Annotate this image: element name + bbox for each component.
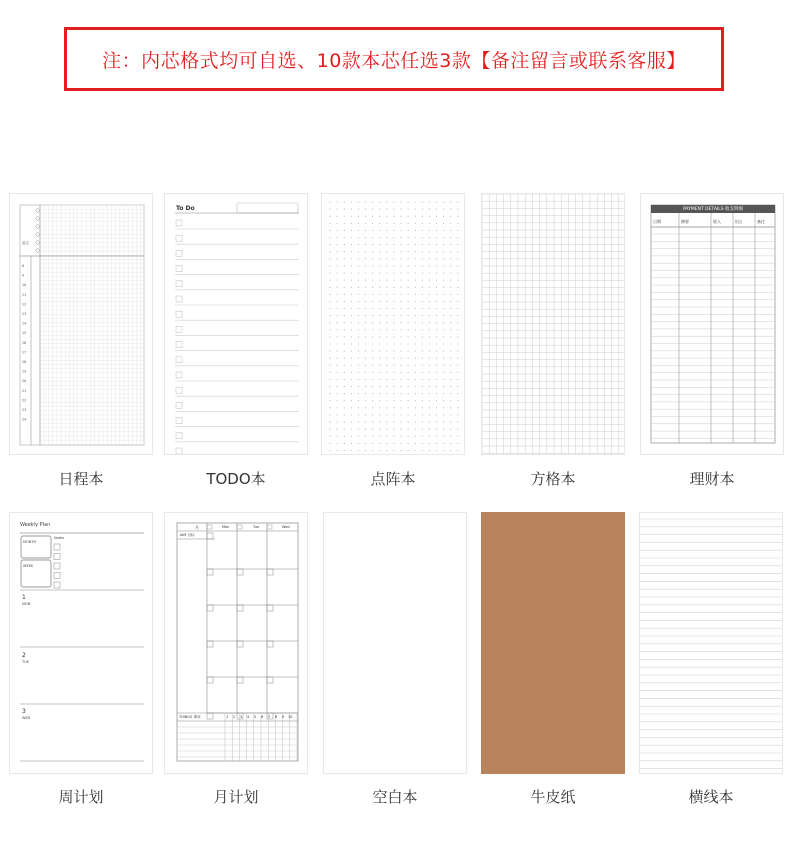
svg-text:10: 10 (22, 283, 27, 288)
svg-text:8: 8 (22, 264, 25, 268)
monthly-num: 6 (261, 715, 264, 719)
svg-text:17: 17 (22, 350, 27, 355)
kraft-paper (481, 512, 625, 774)
product-card-finance[interactable] (640, 193, 784, 455)
weekly-notes: Notes (54, 536, 65, 540)
finance-col-note: 备注 (757, 219, 765, 224)
todo-title: To Do (176, 205, 195, 212)
product-card-blank[interactable] (323, 512, 467, 774)
svg-text:备忘: 备忘 (22, 241, 29, 245)
svg-text:22: 22 (22, 398, 27, 403)
monthly-num: 1 (226, 715, 229, 719)
monthly-num: 3 (240, 715, 243, 719)
schedule-sheet (10, 194, 153, 455)
svg-text:20: 20 (22, 379, 27, 384)
monthly-num: 7 (268, 715, 271, 719)
svg-text:21: 21 (22, 388, 27, 393)
svg-text:16: 16 (22, 340, 27, 345)
svg-text:11: 11 (22, 292, 27, 297)
finance-header: PAYMENT DETAILS 收支明细 (682, 207, 744, 212)
weekly-day3-name: WED (22, 716, 31, 720)
monthly-aim: AIM 目标 (180, 533, 195, 537)
finance-col-summary: 摘要 (681, 219, 689, 224)
todo-sheet (165, 194, 308, 455)
finance-col-expense: 支出 (734, 219, 742, 224)
product-card-monthly-plan[interactable] (164, 512, 308, 774)
finance-col-income: 收入 (713, 219, 721, 224)
product-label-square-grid: 方格本 (530, 470, 576, 488)
product-card-kraft[interactable] (481, 512, 625, 774)
finance-col-date: 日期 (653, 219, 661, 224)
weekly-plan-sheet (10, 513, 153, 774)
monthly-num: 8 (275, 715, 278, 719)
svg-text:12: 12 (22, 302, 27, 307)
product-card-weekly-plan[interactable] (9, 512, 153, 774)
svg-text:19: 19 (22, 369, 27, 374)
finance-sheet (641, 194, 784, 455)
product-card-schedule[interactable] (9, 193, 153, 455)
monthly-day-wed: Wed (282, 525, 290, 529)
product-card-square-grid[interactable] (481, 193, 625, 455)
monthly-num: 9 (282, 715, 285, 719)
svg-text:24: 24 (22, 417, 27, 422)
svg-text:9: 9 (22, 273, 25, 278)
weekly-day2-num: 2 (22, 652, 26, 659)
product-card-lined[interactable] (639, 512, 783, 774)
monthly-num: 10 (288, 715, 293, 719)
product-label-lined: 横线本 (688, 788, 734, 806)
weekly-day1-num: 1 (22, 594, 26, 601)
monthly-numbers (225, 715, 297, 721)
monthly-things: THINGS 事项 (179, 715, 201, 719)
monthly-num: 4 (247, 715, 250, 719)
square-grid-sheet (482, 194, 625, 455)
product-label-monthly-plan: 月计划 (213, 788, 259, 806)
lined-sheet (640, 513, 783, 774)
product-label-weekly-plan: 周计划 (58, 788, 104, 806)
svg-text:13: 13 (22, 312, 27, 316)
monthly-num: 5 (254, 715, 257, 719)
product-label-todo: TODO本 (206, 470, 266, 488)
product-label-finance: 理财本 (689, 470, 735, 488)
monthly-day-mon: Mon (222, 525, 230, 529)
weekly-month: MONTH (23, 540, 37, 544)
svg-text:14: 14 (22, 321, 27, 326)
monthly-num: 2 (233, 715, 236, 719)
weekly-day3-num: 3 (22, 708, 26, 715)
dot-grid-sheet (322, 194, 465, 455)
product-label-kraft: 牛皮纸 (530, 788, 576, 806)
product-label-schedule: 日程本 (58, 470, 104, 488)
svg-text:15: 15 (22, 331, 27, 336)
monthly-month: 月 (195, 525, 199, 530)
finance-columns (651, 217, 775, 227)
svg-text:18: 18 (22, 360, 27, 364)
weekly-day2-name: TUE (22, 660, 29, 664)
weekly-day1-name: MON (22, 602, 31, 606)
notice-text: 注：内芯格式均可自选、10款本芯任选3款【备注留言或联系客服】 (102, 49, 686, 72)
monthly-plan-sheet (165, 513, 308, 774)
svg-text:23: 23 (22, 408, 27, 412)
weekly-week: WEEK (23, 564, 34, 568)
product-label-dot-grid: 点阵本 (370, 470, 416, 488)
notice-banner (64, 27, 724, 91)
product-card-dot-grid[interactable] (321, 193, 465, 455)
product-card-todo[interactable] (164, 193, 308, 455)
monthly-day-tue: Tue (253, 525, 259, 529)
product-label-blank: 空白本 (372, 788, 418, 806)
weekly-title: Weekly Plan (20, 522, 51, 528)
